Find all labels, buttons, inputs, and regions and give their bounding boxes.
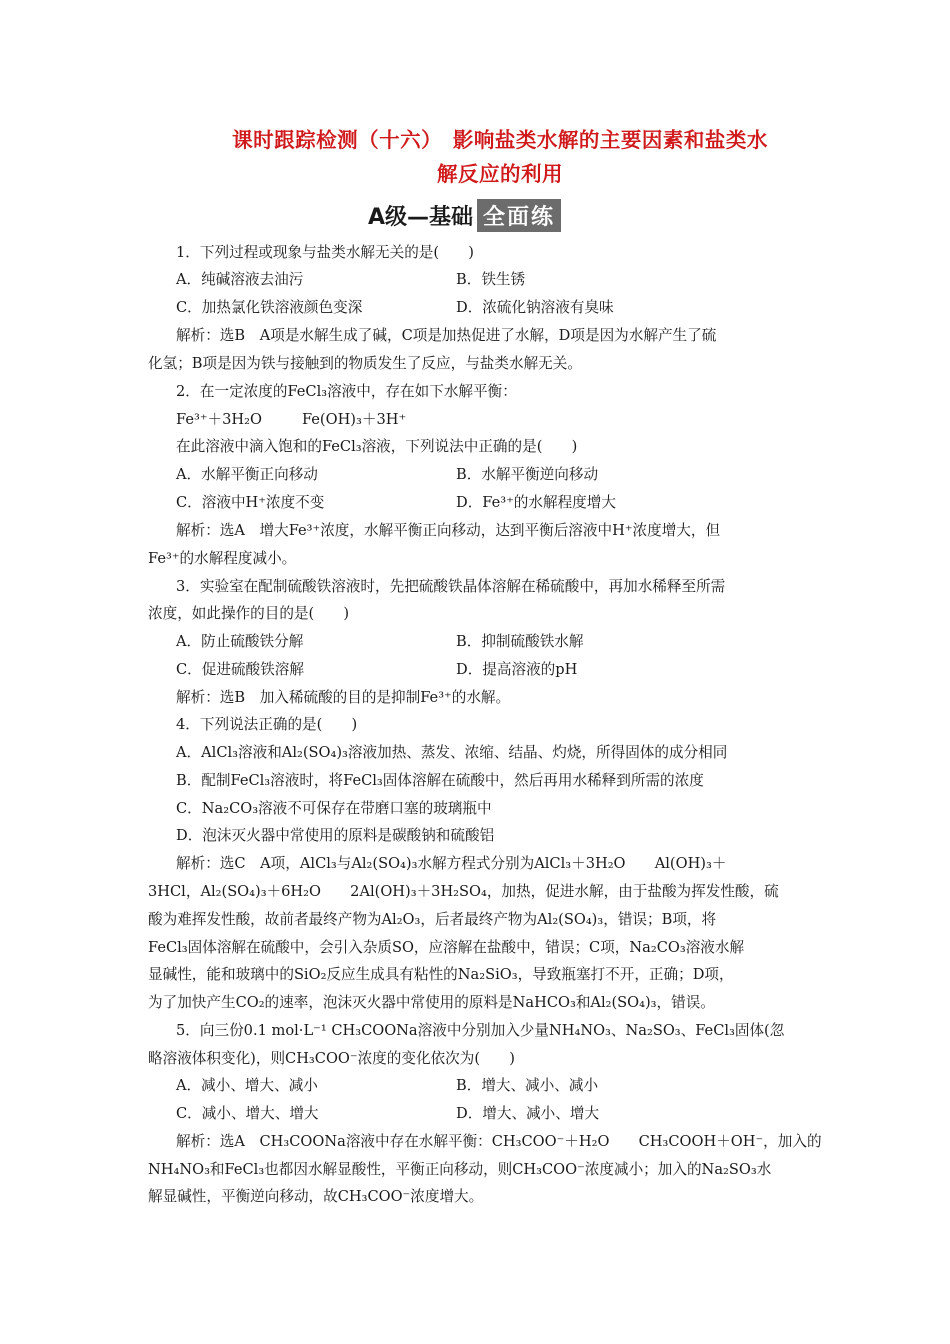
q4-answer-line-1: 解析：选C A项，AlCl₃与Al₂(SO₄)₃水解方程式分别为AlCl₃＋3H₂O Al(OH)₃＋ (176, 855, 727, 872)
q4-answer-line-4: FeCl₃固体溶解在硫酸中，会引入杂质SO，应溶解在盐酸中，错误；C项，Na₂CO₃溶液水解 (148, 939, 745, 956)
q3-option-a: A．防止硫酸铁分解 (176, 633, 304, 650)
q4-answer-line-2: 3HCl，Al₂(SO₄)₃＋6H₂O 2Al(OH)₃＋3H₂SO₄，加热，促进水解，由于盐酸为挥发性酸，硫 (148, 883, 779, 900)
q3-option-c: C．促进硫酸铁溶解 (176, 661, 304, 678)
page-title-line-2: 解反应的利用 (437, 162, 563, 186)
q2-option-b: B．水解平衡逆向移动 (456, 466, 599, 483)
q2-option-d: D．Fe³⁺的水解程度增大 (456, 494, 616, 511)
q4-option-d: D．泡沫灭火器中常使用的原料是碳酸钠和硫酸铝 (176, 827, 495, 844)
q5-option-d: D．增大、减小、增大 (456, 1105, 600, 1122)
q4-option-b: B．配制FeCl₃溶液时，将FeCl₃固体溶解在硫酸中，然后再用水稀释到所需的浓度 (176, 772, 704, 789)
q2-stem: 2．在一定浓度的FeCl₃溶液中，存在如下水解平衡： (176, 383, 517, 400)
q1-option-d: D．浓硫化钠溶液有臭味 (456, 299, 614, 316)
page-title-line-1: 课时跟踪检测（十六） 影响盐类水解的主要因素和盐类水 (232, 128, 768, 152)
q3-option-b: B．抑制硫酸铁水解 (456, 633, 584, 650)
q2-answer-line-1: 解析：选A 增大Fe³⁺浓度，水解平衡正向移动，达到平衡后溶液中H⁺浓度增大，但 (176, 522, 721, 539)
q1-stem: 1．下列过程或现象与盐类水解无关的是( ) (176, 244, 474, 261)
q2-equation (176, 410, 406, 430)
q3-answer-line-1: 解析：选B 加入稀硫酸的目的是抑制Fe³⁺的水解。 (176, 689, 511, 706)
q1-option-c: C．加热氯化铁溶液颜色变深 (176, 299, 363, 316)
q1-option-b: B．铁生锈 (456, 271, 526, 288)
q2-stem-2: 在此溶液中滴入饱和的FeCl₃溶液，下列说法中正确的是( ) (176, 438, 578, 455)
q5-answer-line-2: NH₄NO₃和FeCl₃也都因水解显酸性，平衡正向移动，则CH₃COO⁻浓度减小；加入的Na₂SO₃水 (148, 1161, 772, 1178)
q5-option-a: A．减小、增大、减小 (176, 1077, 318, 1094)
section-badge: 全面练 (477, 199, 561, 232)
q4-stem: 4．下列说法正确的是( ) (176, 716, 358, 733)
q5-answer-line-3: 解显碱性，平衡逆向移动，故CH₃COO⁻浓度增大。 (148, 1188, 484, 1205)
q2-equation-right: Fe(OH)₃＋3H⁺ (301, 411, 407, 428)
q2-answer-line-2: Fe³⁺的水解程度减小。 (148, 550, 297, 567)
q2-option-c: C．溶液中H⁺浓度不变 (176, 494, 325, 511)
q4-option-c: C．Na₂CO₃溶液不可保存在带磨口塞的玻璃瓶中 (176, 800, 492, 817)
q5-option-b: B．增大、减小、减小 (456, 1077, 599, 1094)
q2-option-a: A．水解平衡正向移动 (176, 466, 318, 483)
q4-option-a: A．AlCl₃溶液和Al₂(SO₄)₃溶液加热、蒸发、浓缩、结晶、灼烧，所得固体的成分相同 (176, 744, 728, 761)
q4-answer-line-3: 酸为难挥发性酸，故前者最终产物为Al₂O₃，后者最终产物为Al₂(SO₄)₃，错误；B项，将 (148, 911, 717, 928)
q1-answer-line-2: 化氢；B项是因为铁与接触到的物质发生了反应，与盐类水解无关。 (148, 355, 582, 372)
q1-answer-line-1: 解析：选B A项是水解生成了碱，C项是加热促进了水解，D项是因为水解产生了硫 (176, 327, 717, 344)
q5-stem-2: 略溶液体积变化)，则CH₃COO⁻浓度的变化依次为( ) (148, 1050, 515, 1067)
section-prefix: A级—基础 (368, 204, 474, 230)
q5-answer-line-1: 解析：选A CH₃COONa溶液中存在水解平衡：CH₃COO⁻＋H₂O CH₃COOH＋OH⁻，加入的 (176, 1133, 822, 1150)
q2-equation-left: Fe³⁺＋3H₂O (176, 411, 262, 428)
q3-stem: 3．实验室在配制硫酸铁溶液时，先把硫酸铁晶体溶解在稀硫酸中，再加水稀释至所需 (176, 578, 726, 595)
q4-answer-line-6: 为了加快产生CO₂的速率，泡沫灭火器中常使用的原料是NaHCO₃和Al₂(SO₄)₃，错误。 (148, 994, 715, 1011)
q1-option-a: A．纯碱溶液去油污 (176, 271, 304, 288)
q3-stem-2: 浓度，如此操作的目的是( ) (148, 605, 350, 622)
q5-option-c: C．减小、增大、增大 (176, 1105, 319, 1122)
q5-stem: 5．向三份0.1 mol·L⁻¹ CH₃COONa溶液中分别加入少量NH₄NO₃、Na₂SO₃、FeCl₃固体(忽 (176, 1022, 785, 1039)
section-heading (368, 197, 561, 233)
q4-answer-line-5: 显碱性，能和玻璃中的SiO₂反应生成具有粘性的Na₂SiO₃，导致瓶塞打不开，正确；D项， (148, 966, 734, 983)
q3-option-d: D．提高溶液的pH (456, 661, 578, 678)
